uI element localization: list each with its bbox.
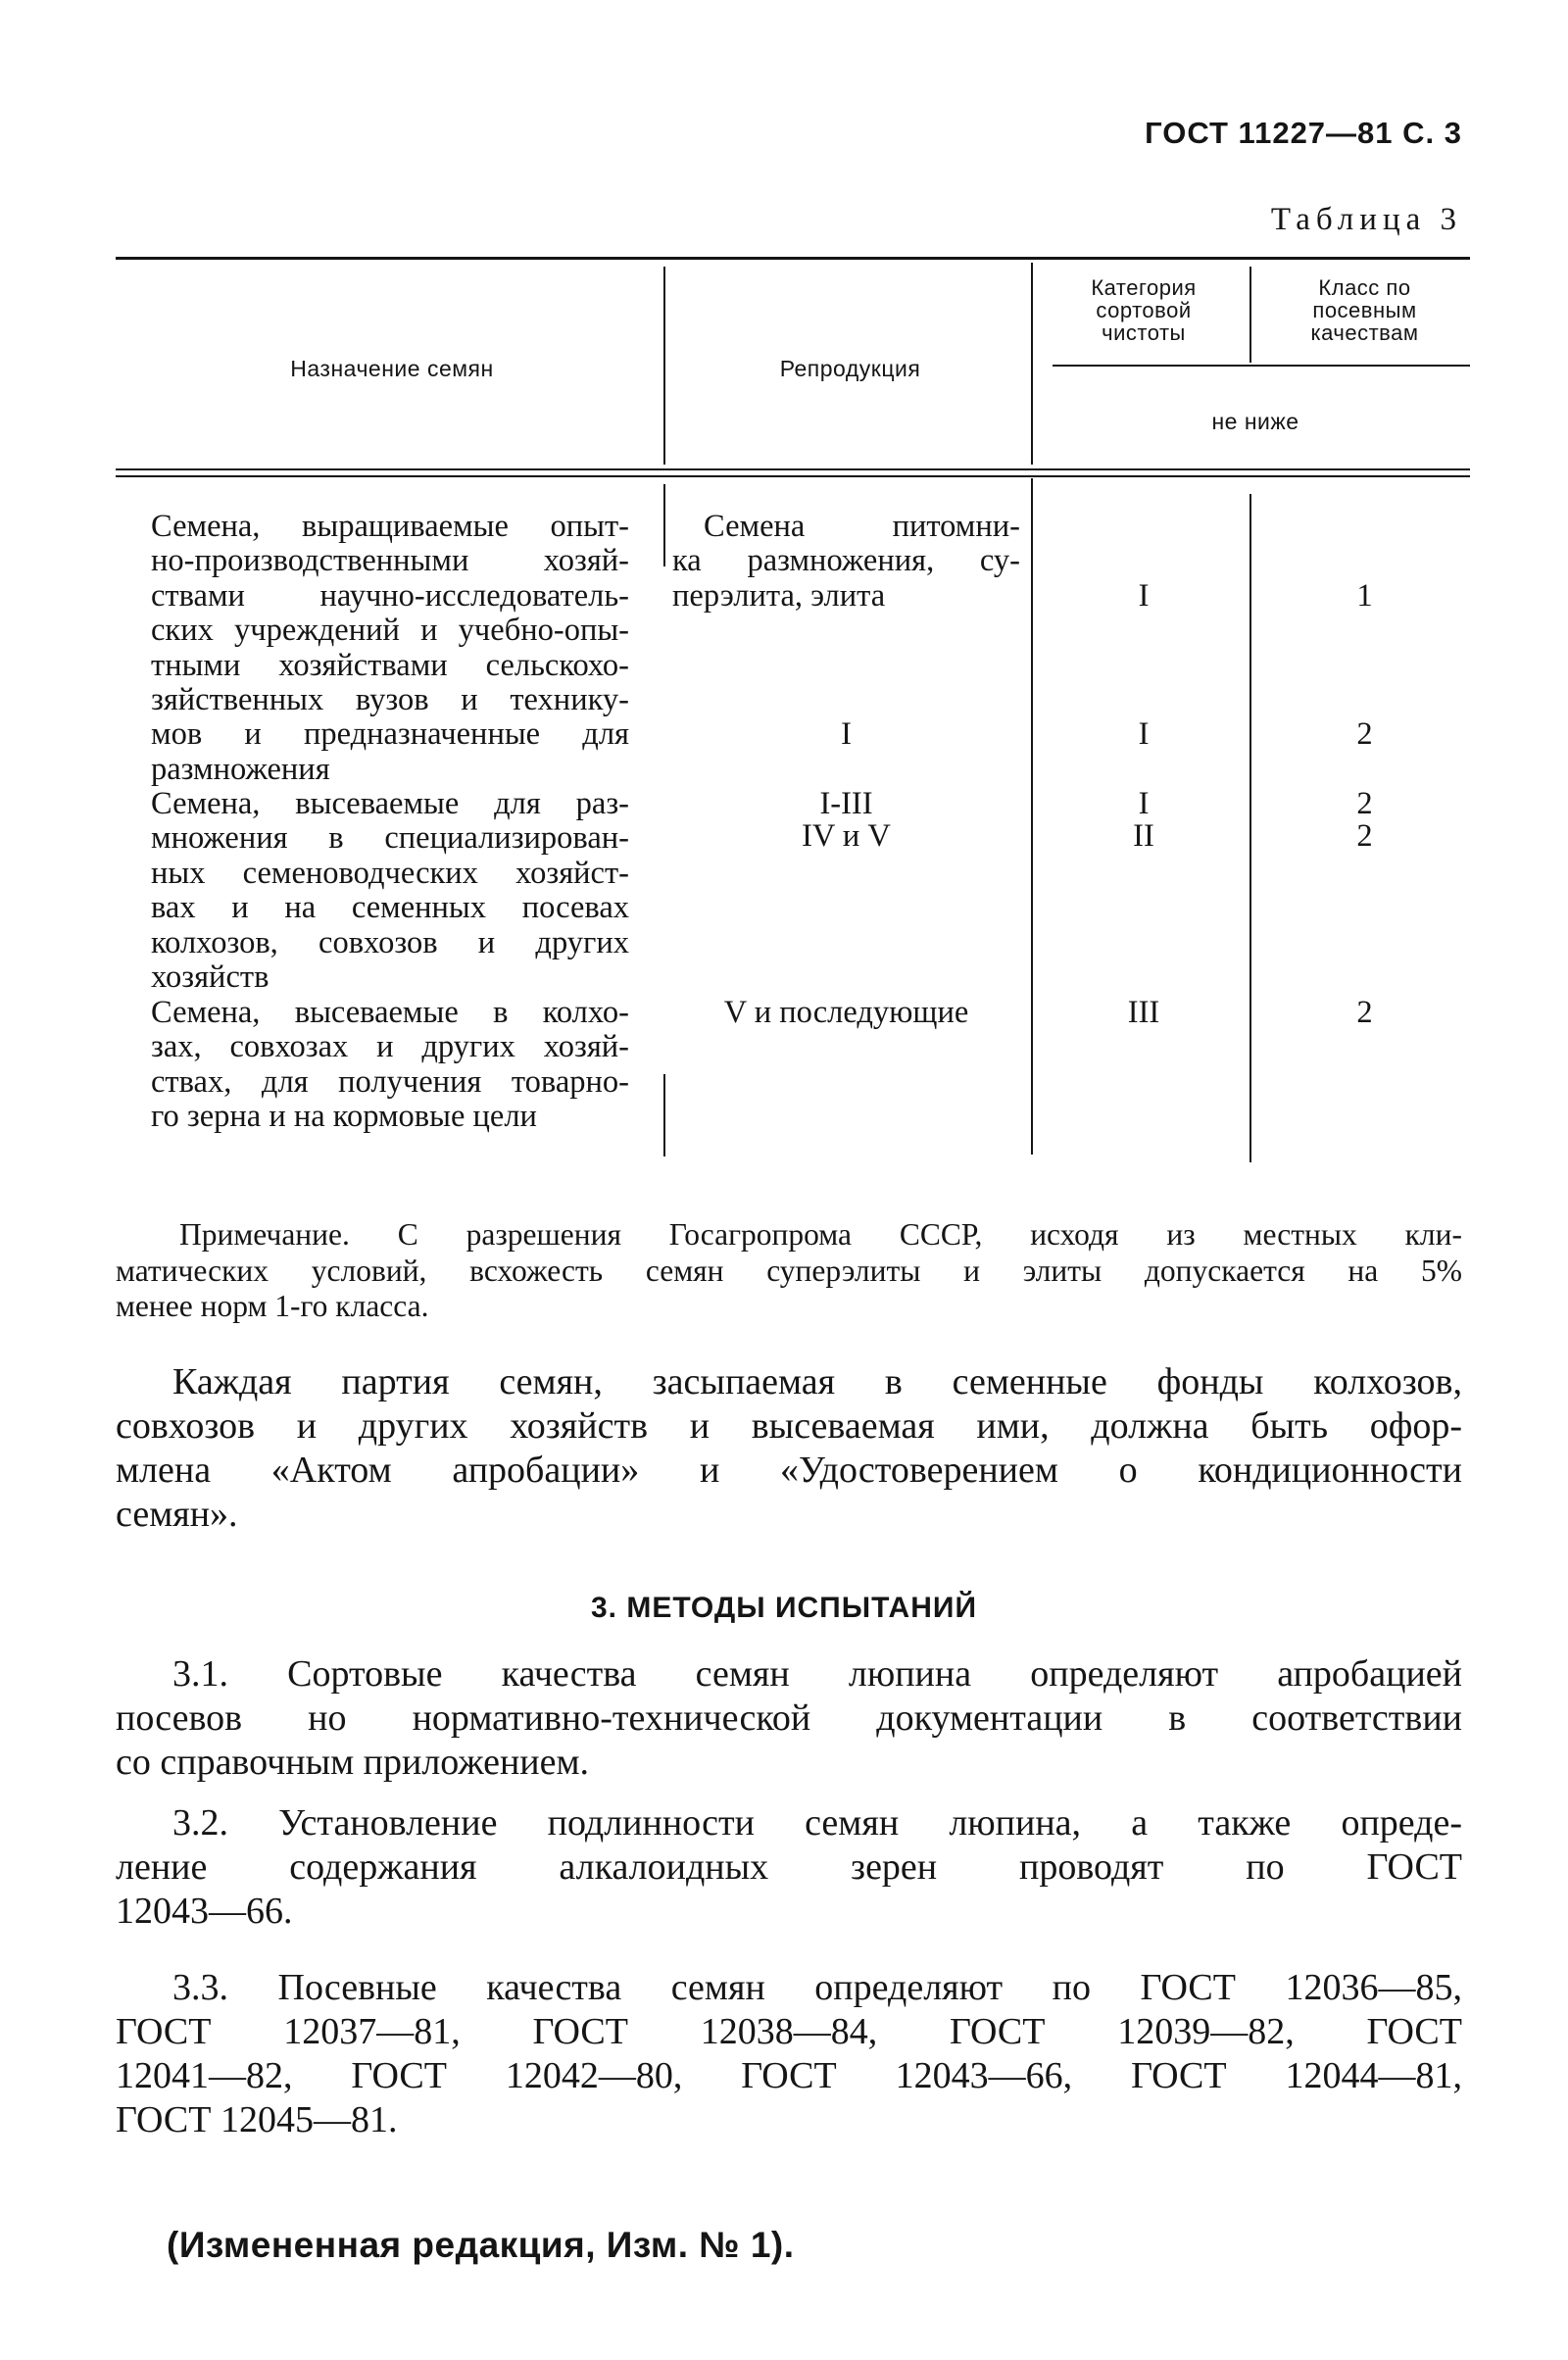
clause-line: ление содержания алкалоидных зерен проводят по ГОСТ bbox=[116, 1846, 1462, 1888]
clause-3-3 bbox=[116, 1966, 1462, 2142]
row2-purpose-line: вах и на семенных посевах bbox=[151, 890, 629, 926]
clause-line: 12043—66. bbox=[116, 1891, 293, 1932]
row1-purpose-line: тными хозяйствами сельскохо- bbox=[151, 647, 629, 683]
clause-line: 12041—82, ГОСТ 12042—80, ГОСТ 12043—66, ГОСТ 12044—81, bbox=[116, 2055, 1462, 2096]
row1-purpose-line: ствами научно-исследователь- bbox=[151, 577, 629, 614]
header-divider-1 bbox=[663, 267, 665, 465]
table-caption: Таблица 3 bbox=[1270, 202, 1462, 237]
row2b-reproduction: IV и V bbox=[802, 818, 891, 854]
header-category-line: чистоты bbox=[1102, 320, 1186, 345]
page-header: ГОСТ 11227—81 С. 3 bbox=[1145, 116, 1462, 150]
row3-reproduction: V и последующие bbox=[723, 995, 969, 1030]
row1-purpose-line: Семена, выращиваемые опыт- bbox=[151, 509, 629, 544]
row1b-class: 2 bbox=[1356, 716, 1373, 752]
header-category bbox=[1041, 276, 1247, 344]
row3-purpose bbox=[151, 996, 629, 1135]
row3-category: III bbox=[1127, 995, 1160, 1030]
header-category-line: сортовой bbox=[1096, 298, 1192, 322]
clause-3-1 bbox=[116, 1652, 1462, 1785]
paragraph-line: семян». bbox=[116, 1494, 238, 1535]
row1a-reproduction bbox=[672, 510, 1020, 614]
row2-purpose-line: ных семеноводческих хозяйст- bbox=[151, 855, 629, 891]
clause-line: посевов но нормативно-технической документации в соответствии bbox=[116, 1697, 1462, 1739]
row2-purpose-line: хозяйств bbox=[151, 959, 270, 996]
section-title: 3. МЕТОДЫ ИСПЫТАНИЙ bbox=[591, 1592, 977, 1624]
row2-purpose-line: множения в специализирован- bbox=[151, 820, 629, 857]
row1a-class: 1 bbox=[1356, 578, 1373, 614]
clause-line: ГОСТ 12037—81, ГОСТ 12038—84, ГОСТ 12039—82, ГОСТ bbox=[116, 2011, 1462, 2052]
row2-purpose-line: колхозов, совхозов и других bbox=[151, 924, 629, 960]
row3-purpose-line: го зерна и на кормовые цели bbox=[151, 1099, 537, 1135]
row2-purpose-line: Семена, высеваемые для раз- bbox=[151, 786, 629, 821]
clause-line: 3.2. Установление подлинности семян люпина, а также опреде- bbox=[172, 1802, 1462, 1844]
row1a-reproduction-line: Семена питомни- bbox=[704, 509, 1020, 544]
clause-line: 3.1. Сортовые качества семян люпина определяют апробацией bbox=[172, 1653, 1462, 1695]
header-class-line: качествам bbox=[1310, 320, 1419, 345]
row1-purpose bbox=[151, 510, 629, 787]
note-line: Примечание. С разрешения Госагропрома СССР, исходя из местных кли- bbox=[179, 1217, 1462, 1252]
paragraph-line: Каждая партия семян, засыпаемая в семенные фонды колхозов, bbox=[172, 1361, 1462, 1402]
paragraph-line: млена «Актом апробации» и «Удостоверением о кондиционности bbox=[116, 1450, 1462, 1491]
header-not-lower: не ниже bbox=[1211, 409, 1299, 434]
row3-purpose-line: ствах, для получения товарно- bbox=[151, 1063, 629, 1100]
row2-purpose bbox=[151, 787, 629, 995]
row1a-category: I bbox=[1138, 578, 1150, 614]
row2b-category: II bbox=[1133, 818, 1154, 854]
row1-purpose-line: зяйственных вузов и технику- bbox=[151, 682, 629, 718]
body-divider-1b bbox=[663, 1074, 665, 1156]
row1a-reproduction-line: ка размножения, су- bbox=[672, 543, 1020, 579]
table-top-rule bbox=[116, 257, 1470, 260]
row2a-reproduction: I-III bbox=[819, 786, 873, 821]
body-divider-2 bbox=[1031, 478, 1033, 1155]
header-class-line: Класс по bbox=[1318, 275, 1411, 300]
header-class bbox=[1259, 276, 1470, 344]
header-purpose: Назначение семян bbox=[290, 356, 494, 381]
table-note bbox=[116, 1217, 1462, 1325]
row3-purpose-line: Семена, высеваемые в колхо- bbox=[151, 995, 629, 1030]
row3-purpose-line: зах, совхозах и других хозяй- bbox=[151, 1029, 629, 1065]
row1b-reproduction: I bbox=[841, 716, 852, 752]
table-header-bottom-rule bbox=[116, 468, 1470, 470]
note-line: менее норм 1-го класса. bbox=[116, 1289, 429, 1323]
body-divider-3 bbox=[1250, 494, 1251, 1162]
row1a-reproduction-line: перэлита, элита bbox=[672, 577, 886, 614]
clause-line: 3.3. Посевные качества семян определяют по ГОСТ 12036—85, bbox=[172, 1967, 1462, 2008]
header-subrule bbox=[1053, 365, 1470, 367]
paragraph-line: совхозов и других хозяйств и высеваемая ими, должна быть офор- bbox=[116, 1405, 1462, 1447]
table-header-bottom-rule-2 bbox=[116, 475, 1470, 477]
row2a-category: I bbox=[1138, 786, 1150, 821]
paragraph-seed-lot bbox=[116, 1360, 1462, 1537]
header-divider-3 bbox=[1250, 267, 1251, 363]
clause-line: со справочным приложением. bbox=[116, 1742, 590, 1783]
clause-3-2 bbox=[116, 1801, 1462, 1934]
clause-line: ГОСТ 12045—81. bbox=[116, 2099, 398, 2140]
note-line: матических условий, всхожесть семян суперэлиты и элиты допускается на 5% bbox=[116, 1253, 1462, 1288]
header-class-line: посевным bbox=[1312, 298, 1417, 322]
amendment-note: (Измененная редакция, Изм. № 1). bbox=[167, 2225, 795, 2265]
row2a-class: 2 bbox=[1356, 786, 1373, 821]
header-reproduction: Репродукция bbox=[779, 356, 921, 381]
row1-purpose-line: ских учреждений и учебно-опы- bbox=[151, 613, 629, 649]
row2b-class: 2 bbox=[1356, 818, 1373, 854]
row1-purpose-line: размножения bbox=[151, 751, 330, 787]
row3-class: 2 bbox=[1356, 995, 1373, 1030]
header-divider-2 bbox=[1031, 263, 1033, 465]
header-category-line: Категория bbox=[1091, 275, 1197, 300]
body-divider-1 bbox=[663, 484, 665, 566]
row1-purpose-line: но-производственными хозяй- bbox=[151, 543, 629, 579]
row1-purpose-line: мов и предназначенные для bbox=[151, 716, 629, 753]
row1b-category: I bbox=[1138, 716, 1150, 752]
